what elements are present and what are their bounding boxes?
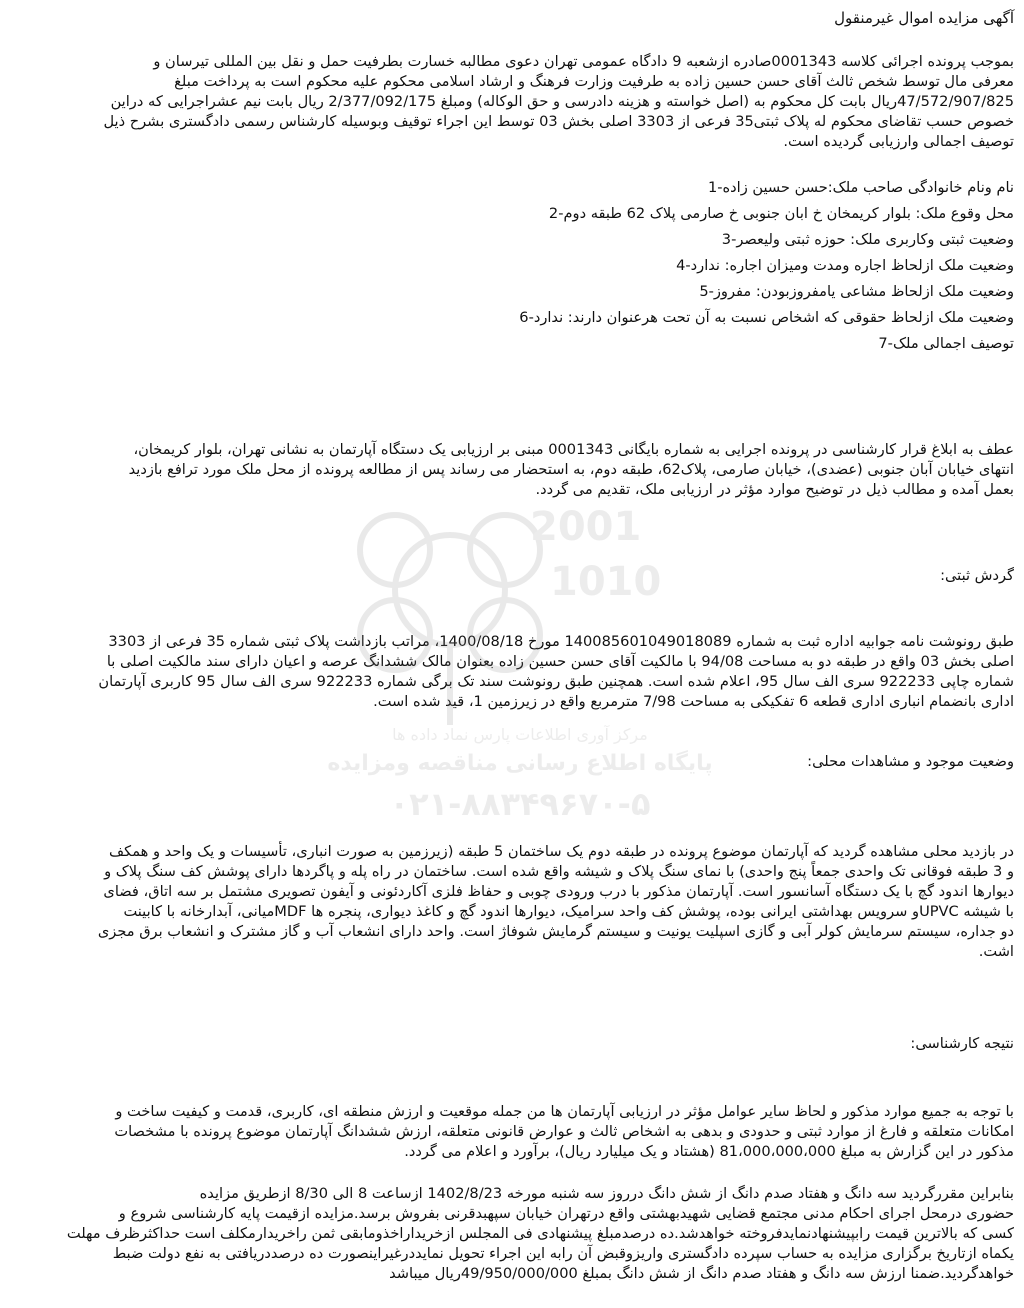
intro-line: خصوص حسب تقاضای محکوم له پلاک ثبتی35 فرعی از 3303 اصلی بخش 03 توسط این اجراء توقیف وبوسیله کارشناس رسمی دادگستری بشرح ذیل: [103, 113, 1014, 130]
watermark-digits-1: 2001: [530, 504, 642, 550]
status-line: در بازدید محلی مشاهده گردید که آپارتمان موضوع پرونده در طبقه دوم یک ساختمان 5 طبقه (زیرزمین به صورت انباری، تأسیسات و یک واحد و همکف: [109, 843, 1014, 860]
result-line: با توجه به جمیع موارد مذکور و لحاظ سایر عوامل مؤثر در ارزیابی آپارتمان ها من جمله موقعیت و ارزش منطقه ای، کاربری، قدمت و کیفیت ساخت و: [115, 1103, 1014, 1120]
auction-line: خواهدگردید.ضمنا ارزش سه دانگ و هفتاد صدم دانگ از شش دانگ بمبلغ 49/950/000/000ریال میباشد: [389, 1265, 1014, 1282]
result-line: مذکور در این گزارش به مبلغ 81،000،000،000 (هشتاد و یک میلیارد ریال)، برآورد و اعلام می گردد.: [404, 1143, 1014, 1160]
item-location: محل وقوع ملک: بلوار کریمخان خ ابان جنوبی خ صارمی پلاک 62 طبقه دوم-2: [548, 205, 1014, 222]
auction-line: بنابراین مقررگردید سه دانگ و هفتاد صدم دانگ از شش دانگ درروز سه شنبه مورخه 1402/8/23 ازساعت 8 الی 8/30 ازطریق مزایده: [199, 1185, 1014, 1202]
registry-paragraph: [10, 632, 1014, 712]
item-description-heading: توصیف اجمالی ملک-7: [878, 335, 1014, 352]
expert-intro-line: انتهای خیابان آبان جنوبی (عضدی)، خیابان صارمی، پلاک62، طبقه دوم، به استحضار می رساند پس از مطالعه پرونده از محل ملک مورد ترافع بازدید: [128, 461, 1014, 478]
item-registry-status: وضعیت ثبتی وکاربری ملک: حوزه ثبتی ولیعصر-3: [721, 231, 1014, 248]
auction-line: یکماه ازتاریخ برگزاری مزایده به حساب سپرده دادگستری واریزوقبض آن رابه این اجراء تحویل نمایددرغیراینصورت ده درصددریافتی به نفع دولت ضبط: [112, 1245, 1014, 1262]
auction-line: کسی که بالاترین قیمت رابپیشنهادنمایدفروخته خواهدشد.ده درصدمبلغ پیشنهادی فی المجلس ازخریداراخذومابقی ثمن راخریدارمکلف است حداکثرظرف مهلت: [66, 1225, 1014, 1242]
intro-line: بموجب پرونده اجرائی کلاسه 0001343صادره ازشعبه 9 دادگاه عمومی تهران دعوی مطالبه خسارت بطرفیت حمل و نقل بین المللی تیرسان و: [153, 53, 1014, 70]
item-lease-status: وضعیت ملک ازلحاظ اجاره ومدت ومیزان اجاره: ندارد-4: [676, 257, 1014, 274]
status-line: اشت.: [978, 943, 1014, 960]
item-legal-rights: وضعیت ملک ازلحاظ حقوقی که اشخاص نسبت به آن تحت هرعنوان دارند: ندارد-6: [519, 309, 1014, 326]
notice-title: آگهی مزایده اموال غیرمنقول: [834, 9, 1014, 27]
item-owner: نام ونام خانوادگی صاحب ملک:حسن حسین زاده-1: [707, 179, 1014, 196]
auction-line: حضوری درمحل اجرای احکام مدنی مجتمع قضایی شهیدبهشتی واقع درتهران خیابان سپهبدقرنی بفروش برسد.مزایده ازقیمت پایه کارشناسی شروع و: [118, 1205, 1014, 1222]
status-line: دو جداره، سیستم سرمایش کولر آبی و گازی اسپلیت یونیت و سیستم گرمایش شوفاژ است. واحد دارای انشعاب آب و گاز مشترک و انشعاب برق مجزی: [97, 923, 1014, 940]
item-list: [10, 178, 1014, 354]
expert-intro-line: عطف به ابلاغ قرار کارشناسی در پرونده اجرایی به شماره بایگانی 0001343 مبنی بر ارزیابی یک دستگاه آپارتمان به نشانی تهران، بلوار کریمخان،: [133, 441, 1014, 458]
intro-line: معرفی مال توسط شخص ثالث آقای حسن حسین زاده به طرفیت وزارت فرهنگ و ارشاد اسلامی محکوم علیه محکوم است به پرداخت مبلغ: [174, 73, 1014, 90]
expert-intro-paragraph: [10, 440, 1014, 500]
intro-paragraph: [10, 52, 1014, 152]
status-line: با شیشه UPVCو سرویس بهداشتی ایرانی بوده، پوشش کف واحد سرامیک، دیوارها اندود گچ و کاغذ دیواری، پنجره ها MDFمیانی، آبدارخانه با کابینت: [123, 903, 1014, 920]
item-share-status: وضعیت ملک ازلحاظ مشاعی یامفروزبودن: مفروز-5: [699, 283, 1014, 300]
intro-line: 47/572/907/825ریال بابت کل محکوم به (اصل خواسته و هزینه دادرسی و حق الوکاله) ومبلغ 2/377/092/175 ریال بابت نیم عشراجرایی که دراین: [110, 93, 1014, 110]
watermark-portal-name: پایگاه اطلاع رسانی مناقصه ومزایده: [327, 751, 713, 776]
watermark-digits-2: 1010: [550, 559, 662, 605]
registry-line: اداری بانضمام انباری اداری قطعه 6 تفکیکی به مساحت 7/98 مترمربع واقع در زیرزمین 1، قید شده است.: [373, 693, 1014, 710]
auction-paragraph: [10, 1184, 1014, 1284]
status-paragraph: [10, 842, 1014, 962]
status-line: دیوارها اندود گچ با یک دستگاه آسانسور است. آپارتمان مذکور با درب ورودی چوبی و حفاظ فلزی آکاردئونی و آیفون تصویری مشتمل بر سه اتاق، فضای: [103, 883, 1014, 900]
status-heading: وضعیت موجود و مشاهدات محلی:: [807, 753, 1014, 770]
registry-line: اصلی بخش 03 واقع در طبقه دو به مساحت 94/08 با مالکیت آقای حسن حسین زاده بعنوان مالک ششدانگ عرصه و اعیان دارای سند مالکیت اصلی با: [106, 653, 1014, 670]
registry-line: شماره چاپی 922233 سری الف سال 95، اعلام شده است. همچنین طبق رونوشت سند تک برگی شماره 922233 سری الف سال 95 کاربری آپارتمان: [98, 673, 1014, 690]
intro-line: توصیف اجمالی وارزیابی گردیده است.: [783, 133, 1014, 150]
watermark-company: مرکز آوری اطلاعات پارس نماد داده ها: [392, 725, 648, 744]
expert-intro-line: بعمل آمده و مطالب ذیل در توضیح موارد مؤثر در ارزیابی ملک، تقدیم می گردد.: [535, 481, 1014, 498]
registry-line: طبق رونوشت نامه جوابیه اداره ثبت به شماره 140085601049018089 مورخ 1400/08/18، مراتب بازداشت پلاک ثبتی شماره 35 فرعی از 3303: [108, 633, 1014, 650]
result-paragraph: [10, 1102, 1014, 1162]
watermark-phone: ۰۲۱-۸۸۳۴۹۶۷۰-۵: [389, 785, 651, 823]
result-heading: نتیجه کارشناسی:: [910, 1035, 1014, 1052]
registry-heading: گردش ثبتی:: [940, 567, 1014, 584]
result-line: امکانات متعلقه و فارغ از موارد ثبتی و حدودی و بدهی به اشخاص ثالث و عوارض قانونی متعلقه، ارزش ششدانگ آپارتمان موضوع پرونده با مشخصات: [114, 1123, 1014, 1140]
status-line: و 3 طبقه فوقانی تک واحدی جمعاً پنج واحدی) با نمای سنگ پلاک و شیشه واقع شده است. ساختمان در راه پله و پاگردها دارای پوشش کف سنگ پلاک و: [104, 863, 1014, 880]
